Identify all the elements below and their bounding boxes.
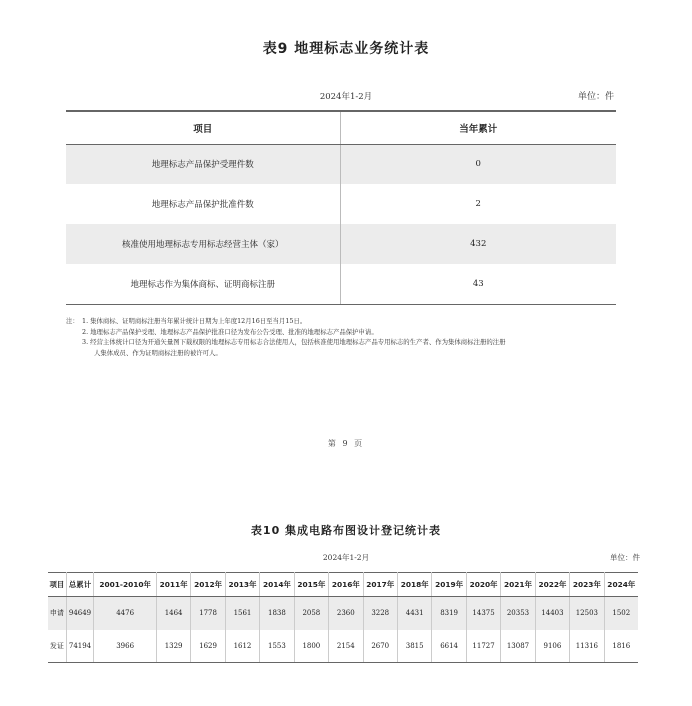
table9-cell: 地理标志作为集体商标、证明商标注册 — [66, 264, 340, 304]
table10-cell: 1778 — [191, 597, 225, 630]
table-row — [66, 144, 616, 184]
table9-header-row — [66, 111, 616, 144]
table10-cell: 6614 — [432, 630, 466, 663]
table10-header-row — [48, 573, 638, 597]
table9-title: 表9 地理标志业务统计表 — [262, 41, 430, 57]
table10-cell: 2360 — [329, 597, 363, 630]
table9-cell: 43 — [340, 264, 616, 304]
table10-header: 2013年 — [225, 573, 259, 597]
table10-cell: 11727 — [466, 630, 500, 663]
table10-cell: 发证 — [48, 630, 66, 663]
table10-cell: 14403 — [535, 597, 569, 630]
notes-label: 注： — [66, 317, 79, 325]
table10-cell: 1553 — [260, 630, 294, 663]
table10-cell: 2058 — [294, 597, 328, 630]
table10-header: 2018年 — [397, 573, 431, 597]
table10-header: 2019年 — [432, 573, 466, 597]
table9-cell: 核准使用地理标志专用标志经营主体（家） — [66, 224, 340, 264]
table10-unit: 单位：件 — [610, 553, 640, 562]
note-2 — [66, 327, 626, 338]
table10-cell: 9106 — [535, 630, 569, 663]
table10-cell: 20353 — [501, 597, 535, 630]
table10-cell: 11316 — [570, 630, 604, 663]
table10-cell: 2154 — [329, 630, 363, 663]
table10-header: 2015年 — [294, 573, 328, 597]
table10-cell: 74194 — [66, 630, 94, 663]
table10-cell: 13087 — [501, 630, 535, 663]
table10-header: 2020年 — [466, 573, 500, 597]
table10-header: 2017年 — [363, 573, 397, 597]
table10-header: 2016年 — [329, 573, 363, 597]
table9-cell: 地理标志产品保护受理件数 — [66, 144, 340, 184]
table9-cell: 2 — [475, 199, 481, 209]
table10-cell: 8319 — [432, 597, 466, 630]
table10-cell: 3966 — [94, 630, 157, 663]
table10-header: 2014年 — [260, 573, 294, 597]
table9-notes — [66, 316, 626, 358]
table10-cell: 1629 — [191, 630, 225, 663]
table10-header: 总累计 — [66, 573, 94, 597]
table10-cell: 1561 — [225, 597, 259, 630]
table9-header-item: 项目 — [66, 111, 340, 144]
table9-date: 2024年1-2月 — [319, 92, 373, 102]
table10-cell: 1612 — [225, 630, 259, 663]
table10-cell: 3815 — [397, 630, 431, 663]
table-row — [48, 630, 638, 663]
note-1-text: 1. 集体商标、证明商标注册当年累计统计日期为上年度12月16日至当月15日。 — [82, 317, 307, 325]
table9-cell: 0 — [340, 144, 616, 184]
note-2-text: 2. 地理标志产品保护受理、地理标志产品保护批准口径为发布公告受理、批准的地理标志产品保护申请。 — [82, 327, 378, 336]
table10-cell: 14375 — [466, 597, 500, 630]
table9 — [66, 110, 616, 305]
table10-cell: 94649 — [66, 597, 94, 630]
table10-cell: 1464 — [156, 597, 190, 630]
table10-header: 2022年 — [535, 573, 569, 597]
table10-cell: 4431 — [397, 597, 431, 630]
table10-cell: 2670 — [363, 630, 397, 663]
table9-cell: 地理标志产品保护批准件数 — [66, 184, 340, 224]
table10-cell: 申请 — [48, 597, 66, 630]
table10-cell: 1502 — [604, 597, 638, 630]
table10-date: 2024年1-2月 — [322, 553, 370, 562]
table10-header: 2001-2010年 — [94, 573, 157, 597]
table10-cell: 1800 — [294, 630, 328, 663]
page-number: 第 9 页 — [327, 439, 365, 448]
table10-header: 2023年 — [570, 573, 604, 597]
table-row — [66, 224, 616, 264]
table10-cell: 1329 — [156, 630, 190, 663]
table10-header: 项目 — [48, 573, 66, 597]
table10-cell: 12503 — [570, 597, 604, 630]
table10-cell: 4476 — [94, 597, 157, 630]
table10-header: 2011年 — [156, 573, 190, 597]
table9-cell: 432 — [340, 224, 616, 264]
table10-title: 表10 集成电路布图设计登记统计表 — [250, 524, 442, 537]
table10 — [48, 572, 638, 663]
table9-header-cumulative: 当年累计 — [340, 111, 616, 144]
note-3-cont: 人集体成员、作为证明商标注册的被许可人。 — [94, 348, 222, 357]
table9-unit: 单位：件 — [577, 92, 614, 102]
note-1 — [66, 316, 626, 327]
table-row — [66, 264, 616, 304]
table10-header: 2021年 — [501, 573, 535, 597]
table-row — [66, 184, 616, 224]
table10-header: 2012年 — [191, 573, 225, 597]
table10-cell: 3228 — [363, 597, 397, 630]
note-3-text: 3. 经营主体统计口径为开通矢量图下载权限的地理标志专用标志合法使用人，包括核准使用地理标志产品专用标志的生产者、作为集体商标注册的注册 — [82, 338, 506, 346]
note-3 — [66, 337, 626, 348]
table10-cell: 1816 — [604, 630, 638, 663]
table10-header: 2024年 — [604, 573, 638, 597]
table10-cell: 1838 — [260, 597, 294, 630]
table-row — [48, 597, 638, 630]
